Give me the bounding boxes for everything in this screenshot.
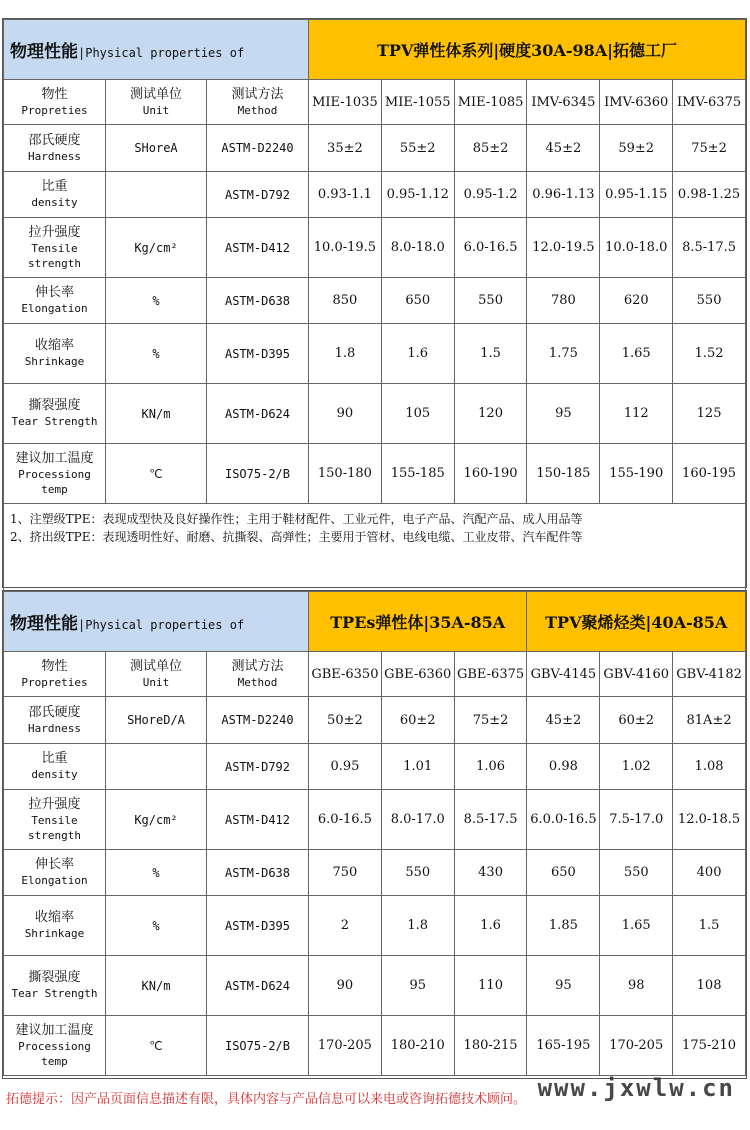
column-header-row: [4, 80, 746, 125]
value-cell: 550: [454, 278, 527, 324]
value-cell: 6.0-16.5: [309, 790, 382, 850]
value-cell: 400: [673, 850, 746, 896]
method-cell: ASTM-D638: [207, 278, 309, 324]
unit-cell: %: [106, 278, 207, 324]
tpes-header: TPEs弹性体|35A-85A: [309, 592, 527, 652]
col-unit: 测试单位 Unit: [106, 80, 207, 125]
property-cell: [4, 697, 106, 744]
value-cell: 95: [381, 956, 454, 1016]
value-cell: 0.95: [309, 744, 382, 790]
value-cell: 0.95-1.2: [454, 172, 527, 218]
value-cell: 1.6: [454, 896, 527, 956]
property-en: density: [31, 768, 78, 781]
value-cell: 165-195: [527, 1016, 600, 1076]
value-cell: 2: [309, 896, 382, 956]
value-cell: 55±2: [381, 125, 454, 172]
value-cell: 45±2: [527, 697, 600, 744]
property-cn: 伸长率: [34, 285, 74, 300]
value-cell: 81A±2: [673, 697, 746, 744]
value-cell: 1.06: [454, 744, 527, 790]
value-cell: 550: [673, 278, 746, 324]
property-cell: [4, 444, 106, 504]
value-cell: 10.0-19.5: [309, 218, 382, 278]
property-cell: [4, 125, 106, 172]
value-cell: 35±2: [309, 125, 382, 172]
unit-cell: [106, 744, 207, 790]
value-cell: 1.65: [600, 324, 673, 384]
model-header: GBE-6375: [454, 652, 527, 697]
model-header: IMV-6360: [600, 80, 673, 125]
value-cell: 8.5-17.5: [673, 218, 746, 278]
property-cn: 建议加工温度: [15, 1022, 94, 1038]
value-cell: 550: [600, 850, 673, 896]
method-cell: ASTM-D395: [207, 896, 309, 956]
value-cell: 750: [309, 850, 382, 896]
property-cell: [4, 896, 106, 956]
value-cell: 850: [309, 278, 382, 324]
table-body: [4, 125, 746, 504]
unit-cell: %: [106, 850, 207, 896]
value-cell: 120: [454, 384, 527, 444]
value-cell: 620: [600, 278, 673, 324]
value-cell: 155-185: [381, 444, 454, 504]
value-cell: 75±2: [673, 125, 746, 172]
note-1: 1、注塑级TPE：表现成型快及良好操作性；主用于鞋材配件、工业元件，电子产品、汽配产品、成人用品等: [10, 512, 583, 526]
unit-cell: [106, 172, 207, 218]
watermark: www.jxwlw.cn: [537, 1074, 735, 1102]
value-cell: 75±2: [454, 697, 527, 744]
method-cell: ISO75-2/B: [207, 444, 309, 504]
value-cell: 60±2: [381, 697, 454, 744]
value-cell: 1.5: [454, 324, 527, 384]
value-cell: 160-195: [673, 444, 746, 504]
value-cell: 0.95-1.15: [600, 172, 673, 218]
method-cell: ASTM-D412: [207, 218, 309, 278]
table-row: [4, 324, 746, 384]
property-en: Shrinkage: [24, 355, 85, 368]
section-title: 物理性能|Physical properties of: [4, 592, 309, 652]
value-cell: 1.02: [600, 744, 673, 790]
property-cell: [4, 278, 106, 324]
section-title: 物理性能|Physical properties of: [4, 20, 309, 80]
footer: [2, 1074, 747, 1112]
method-cell: ASTM-D624: [207, 384, 309, 444]
value-cell: 1.65: [600, 896, 673, 956]
value-cell: 110: [454, 956, 527, 1016]
tpv-properties-table: [3, 19, 746, 604]
model-header: IMV-6345: [527, 80, 600, 125]
property-en: Processiong: [18, 467, 91, 481]
value-cell: 0.96-1.13: [527, 172, 600, 218]
column-header-row: [4, 652, 746, 697]
value-cell: 1.08: [673, 744, 746, 790]
value-cell: 6.0-16.5: [454, 218, 527, 278]
unit-cell: %: [106, 896, 207, 956]
value-cell: 1.85: [527, 896, 600, 956]
property-cn: 拉升强度: [28, 224, 81, 240]
value-cell: 8.5-17.5: [454, 790, 527, 850]
method-cell: ISO75-2/B: [207, 1016, 309, 1076]
table-row: [4, 1016, 746, 1076]
value-cell: 150-180: [309, 444, 382, 504]
table-row: [4, 744, 746, 790]
table-row: [4, 790, 746, 850]
model-header: GBE-6360: [381, 652, 454, 697]
property-cell: [4, 324, 106, 384]
value-cell: 85±2: [454, 125, 527, 172]
table-row: [4, 125, 746, 172]
value-cell: 125: [673, 384, 746, 444]
property-cell: [4, 744, 106, 790]
property-en: Hardness: [28, 721, 81, 735]
property-en: Tear Strength: [11, 415, 98, 428]
property-cell: [4, 790, 106, 850]
value-cell: 45±2: [527, 125, 600, 172]
property-en: Tensile: [31, 241, 78, 255]
value-cell: 108: [673, 956, 746, 1016]
unit-cell: KN/m: [106, 384, 207, 444]
model-header: MIE-1085: [454, 80, 527, 125]
tpv-properties-panel: [2, 18, 747, 588]
model-header: MIE-1035: [309, 80, 382, 125]
method-cell: ASTM-D638: [207, 850, 309, 896]
method-cell: ASTM-D792: [207, 744, 309, 790]
value-cell: 1.8: [309, 324, 382, 384]
col-property: 物性 Propreties: [4, 652, 106, 697]
table-row: [4, 896, 746, 956]
model-header: GBV-4160: [600, 652, 673, 697]
value-cell: 8.0-17.0: [381, 790, 454, 850]
value-cell: 12.0-18.5: [673, 790, 746, 850]
series-header: TPV弹性体系列|硬度30A-98A|拓德工厂: [309, 20, 746, 80]
value-cell: 0.98-1.25: [673, 172, 746, 218]
value-cell: 780: [527, 278, 600, 324]
value-cell: 430: [454, 850, 527, 896]
property-cn: 拉升强度: [28, 796, 81, 812]
table-row: [4, 384, 746, 444]
value-cell: 10.0-18.0: [600, 218, 673, 278]
property-cell: [4, 172, 106, 218]
method-cell: ASTM-D792: [207, 172, 309, 218]
value-cell: 550: [381, 850, 454, 896]
method-cell: ASTM-D2240: [207, 697, 309, 744]
property-cell: [4, 218, 106, 278]
method-cell: ASTM-D2240: [207, 125, 309, 172]
table-row: [4, 956, 746, 1016]
value-cell: 8.0-18.0: [381, 218, 454, 278]
value-cell: 170-205: [600, 1016, 673, 1076]
col-property: 物性 Propreties: [4, 80, 106, 125]
notes-cell: [4, 504, 746, 604]
unit-cell: SHoreD/A: [106, 697, 207, 744]
property-cell: [4, 384, 106, 444]
property-en-2: temp: [41, 1054, 68, 1068]
model-header: GBE-6350: [309, 652, 382, 697]
tpv-polyolefin-header: TPV聚烯烃类|40A-85A: [527, 592, 746, 652]
table-row: [4, 444, 746, 504]
property-en: Elongation: [21, 874, 88, 887]
property-cn: 邵氏硬度: [28, 132, 81, 148]
value-cell: 160-190: [454, 444, 527, 504]
property-en: Shrinkage: [24, 927, 85, 940]
model-header: IMV-6375: [673, 80, 746, 125]
property-cn: 撕裂强度: [28, 970, 81, 985]
value-cell: 650: [527, 850, 600, 896]
value-cell: 50±2: [309, 697, 382, 744]
property-en: Tensile: [31, 813, 78, 827]
value-cell: 90: [309, 384, 382, 444]
tpes-properties-table: [3, 591, 746, 1076]
value-cell: 90: [309, 956, 382, 1016]
method-cell: ASTM-D395: [207, 324, 309, 384]
property-en-2: strength: [28, 256, 81, 270]
value-cell: 7.5-17.0: [600, 790, 673, 850]
value-cell: 180-215: [454, 1016, 527, 1076]
value-cell: 112: [600, 384, 673, 444]
method-cell: ASTM-D624: [207, 956, 309, 1016]
value-cell: 98: [600, 956, 673, 1016]
property-en: Hardness: [28, 149, 81, 163]
col-unit: 测试单位 Unit: [106, 652, 207, 697]
property-en: density: [31, 196, 78, 209]
value-cell: 0.98: [527, 744, 600, 790]
value-cell: 1.01: [381, 744, 454, 790]
model-header: MIE-1055: [381, 80, 454, 125]
value-cell: 170-205: [309, 1016, 382, 1076]
notes-row: [4, 504, 746, 604]
method-cell: ASTM-D412: [207, 790, 309, 850]
value-cell: 12.0-19.5: [527, 218, 600, 278]
col-method: 测试方法 Method: [207, 652, 309, 697]
value-cell: 6.0.0-16.5: [527, 790, 600, 850]
property-cn: 比重: [41, 179, 68, 194]
table-body: [4, 697, 746, 1076]
value-cell: 95: [527, 384, 600, 444]
col-method: 测试方法 Method: [207, 80, 309, 125]
value-cell: 1.52: [673, 324, 746, 384]
property-cn: 邵氏硬度: [28, 704, 81, 720]
value-cell: 175-210: [673, 1016, 746, 1076]
table-row: [4, 172, 746, 218]
value-cell: 59±2: [600, 125, 673, 172]
value-cell: 60±2: [600, 697, 673, 744]
unit-cell: KN/m: [106, 956, 207, 1016]
table-row: [4, 850, 746, 896]
unit-cell: ℃: [106, 444, 207, 504]
unit-cell: Kg/cm²: [106, 218, 207, 278]
table-row: [4, 697, 746, 744]
property-cn: 建议加工温度: [15, 450, 94, 466]
unit-cell: Kg/cm²: [106, 790, 207, 850]
value-cell: 1.5: [673, 896, 746, 956]
table-row: [4, 278, 746, 324]
tpes-properties-panel: [2, 590, 747, 1079]
property-cn: 撕裂强度: [28, 398, 81, 413]
unit-cell: ℃: [106, 1016, 207, 1076]
property-en-2: temp: [41, 482, 68, 496]
note-2: 2、挤出级TPE：表现透明性好、耐磨、抗撕裂、高弹性；主要用于管材、电线电缆、工业皮带、汽车配件等: [10, 530, 583, 544]
value-cell: 95: [527, 956, 600, 1016]
value-cell: 650: [381, 278, 454, 324]
property-cn: 伸长率: [34, 857, 74, 872]
property-cn: 收缩率: [34, 338, 74, 353]
property-cn: 收缩率: [34, 910, 74, 925]
property-en-2: strength: [28, 828, 81, 842]
property-en: Processiong: [18, 1039, 91, 1053]
value-cell: 105: [381, 384, 454, 444]
unit-cell: %: [106, 324, 207, 384]
property-cn: 比重: [41, 751, 68, 766]
value-cell: 180-210: [381, 1016, 454, 1076]
property-cell: [4, 956, 106, 1016]
value-cell: 1.6: [381, 324, 454, 384]
table-row: [4, 218, 746, 278]
value-cell: 0.95-1.12: [381, 172, 454, 218]
value-cell: 155-190: [600, 444, 673, 504]
value-cell: 150-185: [527, 444, 600, 504]
property-en: Tear Strength: [11, 987, 98, 1000]
value-cell: 1.75: [527, 324, 600, 384]
property-cell: [4, 850, 106, 896]
model-header: GBV-4182: [673, 652, 746, 697]
unit-cell: SHoreA: [106, 125, 207, 172]
property-cell: [4, 1016, 106, 1076]
model-header: GBV-4145: [527, 652, 600, 697]
value-cell: 0.93-1.1: [309, 172, 382, 218]
footer-tip: 拓德提示：因产品页面信息描述有限，具体内容与产品信息可以来电或咨询拓德技术顾问。: [6, 1092, 527, 1107]
property-en: Elongation: [21, 302, 88, 315]
value-cell: 1.8: [381, 896, 454, 956]
